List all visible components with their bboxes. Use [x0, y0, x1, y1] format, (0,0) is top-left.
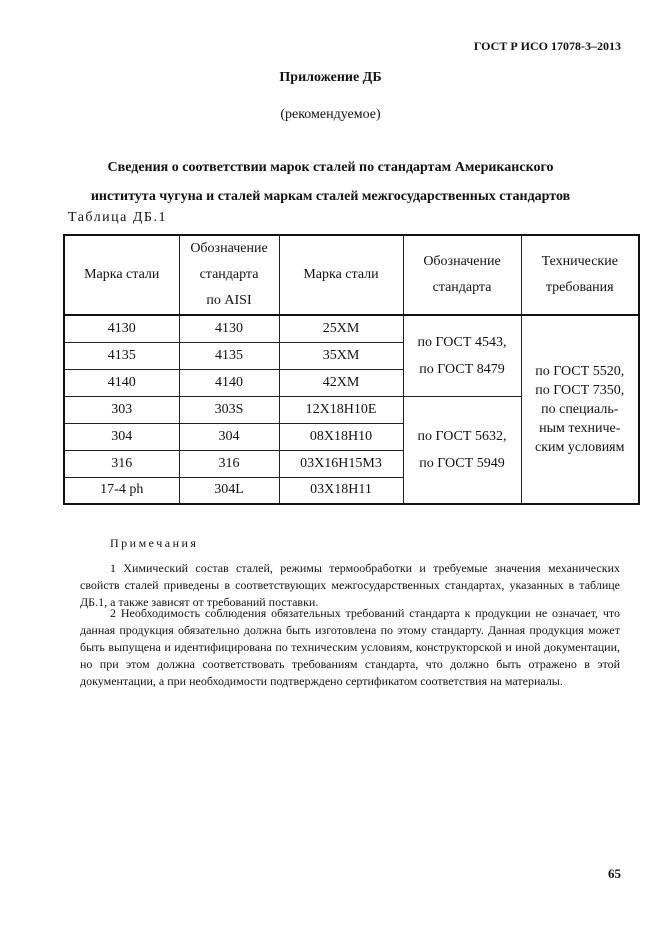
header-standard-line1: Обозначение	[423, 254, 501, 269]
standard-group1-line1: по ГОСТ 4543,	[417, 334, 507, 350]
cell-standard-group2	[403, 396, 521, 504]
cell-aisi: 303S	[179, 396, 279, 423]
tech-line1: по ГОСТ 5520,	[535, 364, 625, 379]
tech-line2: по ГОСТ 7350,	[535, 383, 625, 398]
cell-gost-grade: 35ХМ	[279, 342, 403, 369]
note-1: 1 Химический состав сталей, режимы термообработки и требуемые значения механических свойств сталей приведены в соответствующих межгосударственных стандартах, указанных в таблице ДБ.1, а также зависят от требований поставки.	[80, 561, 620, 609]
cell-gost-grade: 25ХМ	[279, 315, 403, 342]
note-2: 2 Необходимость соблюдения обязательных требований стандарта к продукции не означает, что данная продукция обязательно должна быть изготовлена по этому стандарту. Данная продукция может быть выпущена и идентифицирована по техническим условиям, конструкторской и иной документации, но при этом должна соответствовать требованиям стандарта, что должно быть отражено в этой документации, а при необходимости подтверждено сертификатом соответствия на материалы.	[80, 606, 620, 688]
standard-group2-line2: по ГОСТ 5949	[419, 455, 505, 471]
header-aisi-line1: Обозначение	[190, 241, 268, 256]
cell-gost-grade: 03Х16Н15М3	[279, 450, 403, 477]
annex-subtitle: (рекомендуемое)	[280, 107, 381, 122]
cell-grade: 4140	[64, 369, 179, 396]
cell-gost-grade: 42ХМ	[279, 369, 403, 396]
cell-standard-group1	[403, 315, 521, 396]
header-aisi-line2: стандарта	[199, 267, 259, 282]
notes-title: Примечания	[110, 536, 199, 550]
header-gost-standard	[403, 235, 521, 315]
annex-heading	[0, 153, 661, 211]
cell-aisi: 304	[179, 423, 279, 450]
annex-heading-line1: Сведения о соответствии марок сталей по стандартам Американского	[107, 160, 554, 175]
standard-group1-line2: по ГОСТ 8479	[419, 361, 505, 377]
cell-tech-requirements	[521, 315, 639, 504]
document-code: ГОСТ Р ИСО 17078-3–2013	[473, 39, 621, 53]
page-number: 65	[608, 866, 621, 881]
steel-grades-table	[63, 234, 640, 505]
tech-line4: ным техниче-	[539, 421, 621, 436]
header-steel-grade: Марка стали	[64, 235, 179, 315]
header-aisi-standard	[179, 235, 279, 315]
table-row	[64, 315, 639, 342]
cell-grade: 316	[64, 450, 179, 477]
standard-group2-line1: по ГОСТ 5632,	[417, 428, 507, 444]
cell-gost-grade: 03Х18Н11	[279, 477, 403, 504]
cell-gost-grade: 08Х18Н10	[279, 423, 403, 450]
cell-aisi: 4140	[179, 369, 279, 396]
header-standard-line2: стандарта	[432, 280, 492, 295]
header-tech-line2: требования	[545, 280, 614, 295]
tech-line3: по специаль-	[541, 402, 619, 417]
header-aisi-line3: по AISI	[206, 293, 252, 308]
cell-grade: 17-4 ph	[64, 477, 179, 504]
header-gost-grade: Марка стали	[279, 235, 403, 315]
cell-grade: 4135	[64, 342, 179, 369]
cell-aisi: 316	[179, 450, 279, 477]
header-tech-requirements	[521, 235, 639, 315]
table-header-row	[64, 235, 639, 315]
annex-title: Приложение ДБ	[279, 70, 382, 85]
cell-aisi: 4130	[179, 315, 279, 342]
header-tech-line1: Технические	[541, 254, 618, 269]
cell-grade: 303	[64, 396, 179, 423]
cell-gost-grade: 12Х18Н10Е	[279, 396, 403, 423]
cell-grade: 4130	[64, 315, 179, 342]
cell-aisi: 304L	[179, 477, 279, 504]
annex-heading-line2: института чугуна и сталей маркам сталей межгосударственных стандартов	[90, 189, 571, 204]
cell-aisi: 4135	[179, 342, 279, 369]
tech-line5: ским условиям	[535, 440, 625, 455]
table-caption: Таблица ДБ.1	[68, 210, 167, 225]
cell-grade: 304	[64, 423, 179, 450]
